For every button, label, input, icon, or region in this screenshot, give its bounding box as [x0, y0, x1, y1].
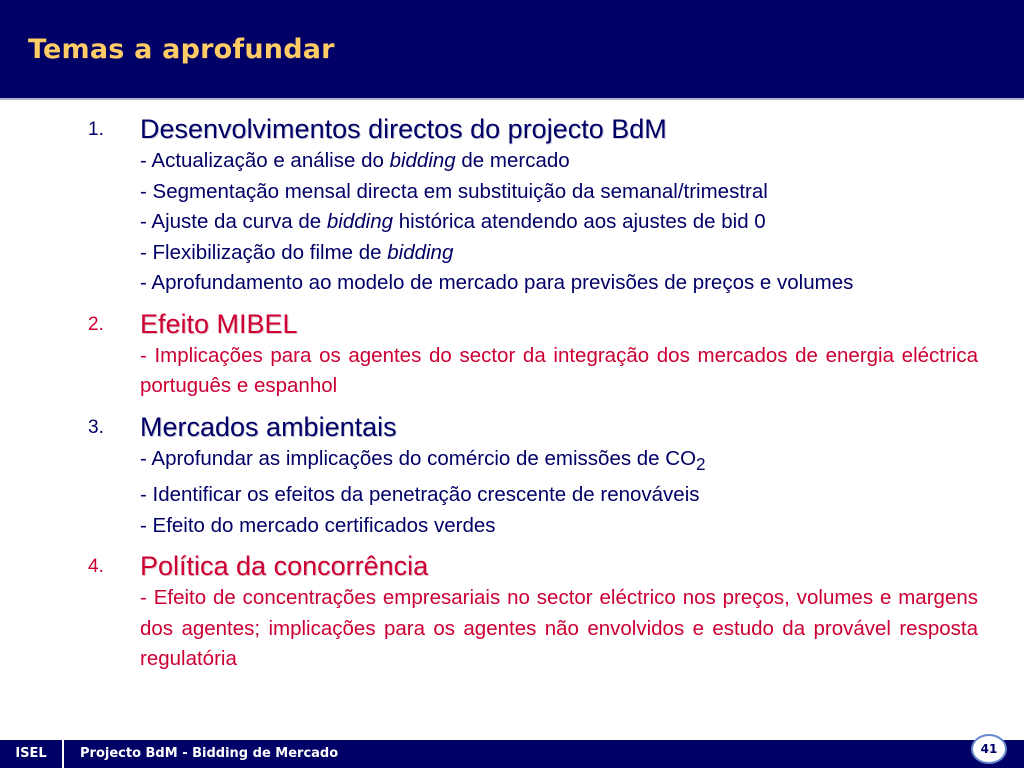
- bullet-line: - Aprofundar as implicações do comércio de emissões de $CO_2$: [140, 446, 706, 474]
- page-number-badge: 41: [971, 734, 1007, 764]
- item-heading: Política da concorrência: [140, 551, 429, 582]
- bullet-line: - Efeito do mercado certificados verdes: [140, 513, 496, 537]
- bullet-line: - Actualização e análise do bidding de mercado: [140, 149, 570, 172]
- item-heading: Mercados ambientais: [140, 411, 397, 442]
- bullet-line: - Aprofundamento ao modelo de mercado para previsões de preços e volumes: [140, 271, 854, 294]
- bullet-paragraph: - Implicações para os agentes do sector da integração dos mercados de energia eléctrica português e espanhol: [140, 343, 978, 397]
- footer-title: Projecto BdM - Bidding de Mercado: [80, 746, 339, 761]
- slide-title: Temas a aprofundar: [28, 34, 335, 65]
- item-number: 4.: [88, 556, 104, 578]
- bullet-line: - Identificar os efeitos da penetração crescente de renováveis: [140, 483, 700, 507]
- list-item-1: [88, 112, 978, 299]
- title-bar: [0, 0, 1024, 100]
- footer-bar: [0, 740, 1024, 768]
- bullet-paragraph: - Efeito de concentrações empresariais no sector eléctrico nos preços, volumes e margens dos agentes; implicações para os agentes não envolvidos e estudo da provável resposta regulatória: [140, 586, 978, 671]
- bullet-line: - Flexibilização do filme de bidding: [140, 240, 454, 264]
- list-item-3: [88, 410, 978, 542]
- slide-content: [88, 112, 978, 683]
- item-heading: Efeito MIBEL: [140, 308, 298, 339]
- list-item-2: [88, 307, 978, 402]
- item-number: 3.: [88, 416, 104, 438]
- isel-logo: ISEL: [0, 740, 64, 768]
- list-item-4: [88, 549, 978, 675]
- bullet-line: - Segmentação mensal directa em substituição da semanal/trimestral: [140, 179, 768, 203]
- item-heading: Desenvolvimentos directos do projecto BdM: [140, 114, 667, 144]
- bullet-line: - Ajuste da curva de bidding histórica atendendo aos ajustes de bid 0: [140, 210, 766, 233]
- item-number: 2.: [88, 313, 104, 335]
- item-number: 1.: [88, 119, 104, 140]
